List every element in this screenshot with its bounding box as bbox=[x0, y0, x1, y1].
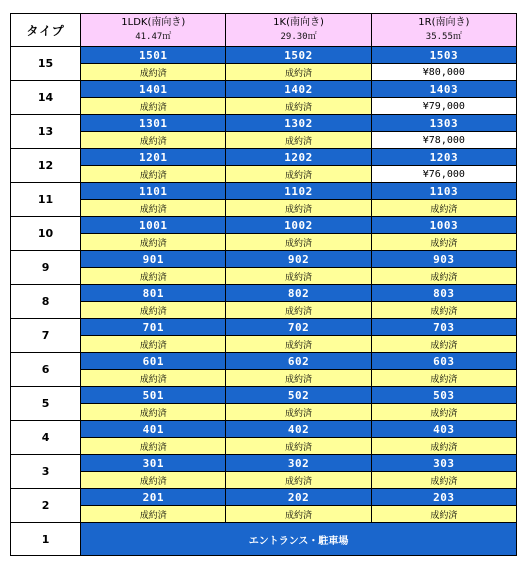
room-number-cell[interactable]: 601 bbox=[81, 353, 226, 370]
floor-room-row bbox=[11, 81, 517, 98]
floor-label: 13 bbox=[11, 115, 81, 149]
floor-room-row bbox=[11, 251, 517, 268]
sold-status-cell: 成約済 bbox=[81, 472, 226, 489]
room-number-cell[interactable]: 902 bbox=[226, 251, 371, 268]
rent-price-cell: ¥76,000 bbox=[371, 166, 516, 183]
column-header-1k bbox=[226, 14, 371, 47]
sold-status-cell: 成約済 bbox=[81, 234, 226, 251]
room-number-cell[interactable]: 1503 bbox=[371, 47, 516, 64]
sold-status-cell: 成約済 bbox=[81, 166, 226, 183]
unit-area-label: 35.55㎡ bbox=[425, 32, 462, 42]
sold-status-cell: 成約済 bbox=[371, 336, 516, 353]
floor-room-row bbox=[11, 115, 517, 132]
type-corner-label: タイプ bbox=[11, 14, 81, 47]
sold-status-cell: 成約済 bbox=[226, 302, 371, 319]
sold-status-cell: 成約済 bbox=[81, 132, 226, 149]
sold-status-cell: 成約済 bbox=[81, 438, 226, 455]
unit-area-label: 29.30㎡ bbox=[280, 32, 317, 42]
sold-status-cell: 成約済 bbox=[371, 268, 516, 285]
room-number-cell[interactable]: 901 bbox=[81, 251, 226, 268]
unit-type-label: 1K(南向き) bbox=[273, 17, 324, 28]
room-number-cell[interactable]: 401 bbox=[81, 421, 226, 438]
sold-status-cell: 成約済 bbox=[81, 336, 226, 353]
floor-status-row bbox=[11, 438, 517, 455]
sold-status-cell: 成約済 bbox=[226, 98, 371, 115]
sold-status-cell: 成約済 bbox=[226, 268, 371, 285]
room-number-cell[interactable]: 1103 bbox=[371, 183, 516, 200]
sold-status-cell: 成約済 bbox=[81, 200, 226, 217]
sold-status-cell: 成約済 bbox=[371, 234, 516, 251]
room-number-cell[interactable]: 501 bbox=[81, 387, 226, 404]
room-number-cell[interactable]: 602 bbox=[226, 353, 371, 370]
room-number-cell[interactable]: 403 bbox=[371, 421, 516, 438]
sold-status-cell: 成約済 bbox=[226, 64, 371, 81]
floor-room-row bbox=[11, 217, 517, 234]
room-number-cell[interactable]: 1001 bbox=[81, 217, 226, 234]
floor-room-row bbox=[11, 455, 517, 472]
floor-room-row bbox=[11, 387, 517, 404]
sold-status-cell: 成約済 bbox=[81, 404, 226, 421]
room-number-cell[interactable]: 1201 bbox=[81, 149, 226, 166]
room-number-cell[interactable]: 1302 bbox=[226, 115, 371, 132]
floor-label: 2 bbox=[11, 489, 81, 523]
sold-status-cell: 成約済 bbox=[226, 438, 371, 455]
floor-room-row bbox=[11, 47, 517, 64]
room-number-cell[interactable]: 402 bbox=[226, 421, 371, 438]
floor-status-row bbox=[11, 268, 517, 285]
floor-status-row bbox=[11, 506, 517, 523]
sold-status-cell: 成約済 bbox=[371, 302, 516, 319]
room-number-cell[interactable]: 1502 bbox=[226, 47, 371, 64]
entrance-parking-cell: エントランス・駐車場 bbox=[81, 523, 517, 556]
room-number-cell[interactable]: 1303 bbox=[371, 115, 516, 132]
floor-status-row bbox=[11, 370, 517, 387]
room-number-cell[interactable]: 502 bbox=[226, 387, 371, 404]
sold-status-cell: 成約済 bbox=[371, 200, 516, 217]
room-number-cell[interactable]: 1401 bbox=[81, 81, 226, 98]
floor-room-row bbox=[11, 149, 517, 166]
floor-label: 7 bbox=[11, 319, 81, 353]
room-number-cell[interactable]: 1101 bbox=[81, 183, 226, 200]
sold-status-cell: 成約済 bbox=[81, 98, 226, 115]
room-number-cell[interactable]: 1003 bbox=[371, 217, 516, 234]
room-number-cell[interactable]: 702 bbox=[226, 319, 371, 336]
room-number-cell[interactable]: 1301 bbox=[81, 115, 226, 132]
sold-status-cell: 成約済 bbox=[226, 336, 371, 353]
floor-status-row bbox=[11, 404, 517, 421]
room-number-cell[interactable]: 503 bbox=[371, 387, 516, 404]
sold-status-cell: 成約済 bbox=[226, 234, 371, 251]
room-number-cell[interactable]: 1203 bbox=[371, 149, 516, 166]
room-number-cell[interactable]: 1202 bbox=[226, 149, 371, 166]
room-number-cell[interactable]: 801 bbox=[81, 285, 226, 302]
unit-area-label: 41.47㎡ bbox=[135, 32, 172, 42]
floor-label: 6 bbox=[11, 353, 81, 387]
floor-label: 8 bbox=[11, 285, 81, 319]
floor-label: 4 bbox=[11, 421, 81, 455]
rent-price-cell: ¥80,000 bbox=[371, 64, 516, 81]
room-number-cell[interactable]: 201 bbox=[81, 489, 226, 506]
sold-status-cell: 成約済 bbox=[226, 506, 371, 523]
floor-room-row bbox=[11, 285, 517, 302]
floor-label: 1 bbox=[11, 523, 81, 556]
sold-status-cell: 成約済 bbox=[371, 506, 516, 523]
room-number-cell[interactable]: 302 bbox=[226, 455, 371, 472]
floor-label: 3 bbox=[11, 455, 81, 489]
floor-status-row bbox=[11, 64, 517, 81]
floor-room-row bbox=[11, 421, 517, 438]
floor-label: 9 bbox=[11, 251, 81, 285]
floor-room-row bbox=[11, 183, 517, 200]
floor-status-row bbox=[11, 336, 517, 353]
sold-status-cell: 成約済 bbox=[226, 132, 371, 149]
room-number-cell[interactable]: 1501 bbox=[81, 47, 226, 64]
floor-label: 15 bbox=[11, 47, 81, 81]
sold-status-cell: 成約済 bbox=[226, 404, 371, 421]
rent-price-cell: ¥79,000 bbox=[371, 98, 516, 115]
room-number-cell[interactable]: 903 bbox=[371, 251, 516, 268]
room-number-cell[interactable]: 603 bbox=[371, 353, 516, 370]
room-number-cell[interactable]: 1403 bbox=[371, 81, 516, 98]
column-header-1ldk bbox=[81, 14, 226, 47]
floor-room-row bbox=[11, 319, 517, 336]
sold-status-cell: 成約済 bbox=[226, 370, 371, 387]
room-number-cell[interactable]: 203 bbox=[371, 489, 516, 506]
floor-status-row bbox=[11, 234, 517, 251]
floor-status-row bbox=[11, 200, 517, 217]
sold-status-cell: 成約済 bbox=[81, 370, 226, 387]
room-number-cell[interactable]: 1402 bbox=[226, 81, 371, 98]
floor-label: 11 bbox=[11, 183, 81, 217]
room-number-cell[interactable]: 1102 bbox=[226, 183, 371, 200]
floor-room-row bbox=[11, 489, 517, 506]
floor-status-row bbox=[11, 132, 517, 149]
room-number-cell[interactable]: 1002 bbox=[226, 217, 371, 234]
ground-floor-row bbox=[11, 523, 517, 556]
sold-status-cell: 成約済 bbox=[226, 166, 371, 183]
sold-status-cell: 成約済 bbox=[81, 64, 226, 81]
header-row bbox=[11, 14, 517, 47]
floor-label: 10 bbox=[11, 217, 81, 251]
room-number-cell[interactable]: 301 bbox=[81, 455, 226, 472]
sold-status-cell: 成約済 bbox=[81, 302, 226, 319]
floor-status-row bbox=[11, 98, 517, 115]
sold-status-cell: 成約済 bbox=[226, 472, 371, 489]
sold-status-cell: 成約済 bbox=[226, 200, 371, 217]
sold-status-cell: 成約済 bbox=[371, 404, 516, 421]
sold-status-cell: 成約済 bbox=[371, 370, 516, 387]
sold-status-cell: 成約済 bbox=[81, 268, 226, 285]
unit-type-label: 1LDK(南向き) bbox=[121, 17, 186, 28]
floor-plan-body bbox=[11, 14, 517, 556]
floor-label: 14 bbox=[11, 81, 81, 115]
floor-status-row bbox=[11, 166, 517, 183]
floor-label: 5 bbox=[11, 387, 81, 421]
sold-status-cell: 成約済 bbox=[371, 472, 516, 489]
room-number-cell[interactable]: 802 bbox=[226, 285, 371, 302]
column-header-1r bbox=[371, 14, 516, 47]
floor-status-row bbox=[11, 302, 517, 319]
unit-type-label: 1R(南向き) bbox=[418, 17, 470, 28]
room-number-cell[interactable]: 202 bbox=[226, 489, 371, 506]
rent-price-cell: ¥78,000 bbox=[371, 132, 516, 149]
sold-status-cell: 成約済 bbox=[81, 506, 226, 523]
floor-label: 12 bbox=[11, 149, 81, 183]
room-number-cell[interactable]: 701 bbox=[81, 319, 226, 336]
room-number-cell[interactable]: 703 bbox=[371, 319, 516, 336]
room-number-cell[interactable]: 303 bbox=[371, 455, 516, 472]
sold-status-cell: 成約済 bbox=[371, 438, 516, 455]
room-number-cell[interactable]: 803 bbox=[371, 285, 516, 302]
floor-status-row bbox=[11, 472, 517, 489]
floor-room-row bbox=[11, 353, 517, 370]
floor-plan-table bbox=[10, 13, 517, 556]
